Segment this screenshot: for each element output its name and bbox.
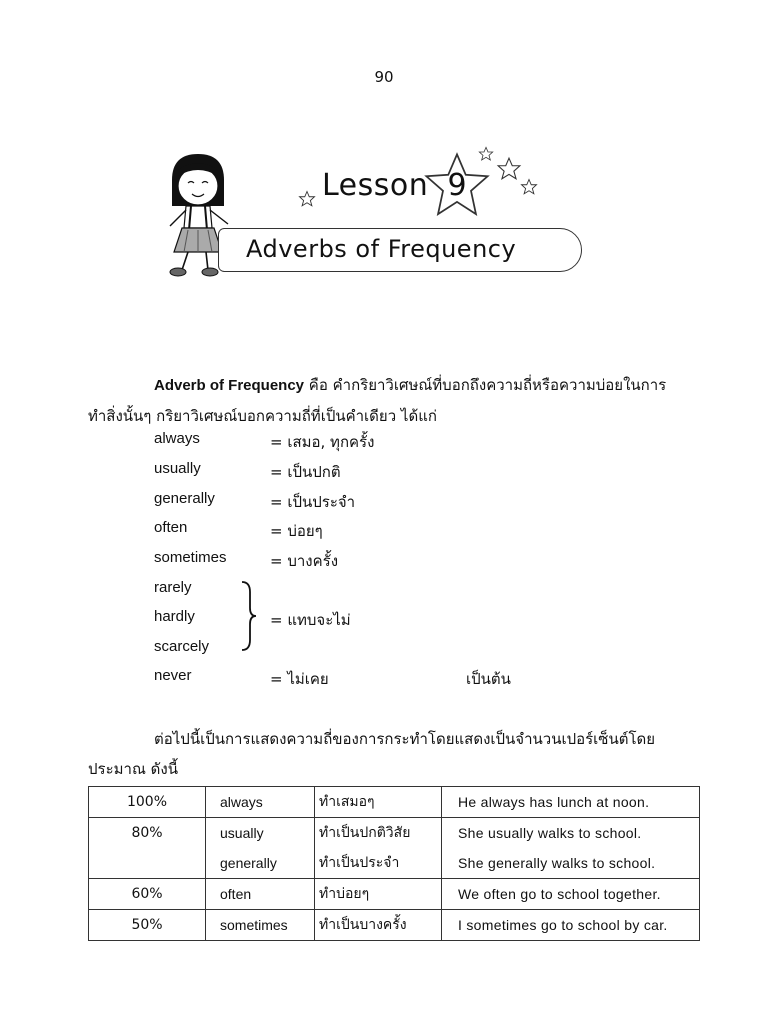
intro-line2: ทำสิ่งนั้นๆ กริยาวิเศษณ์บอกความถี่ที่เป็นคำเดียว ได้แก่ [88,407,437,425]
table-row [89,787,700,818]
percent-cell: 80% [131,825,163,841]
vocab-meaning: = บ่อยๆ [270,522,323,540]
thai-meaning-cell: ทำเสมอๆ [319,794,375,810]
thai-meaning-cell: ทำบ่อยๆ [319,886,370,902]
frequency-line1: ต่อไปนี้เป็นการแสดงความถี่ของการกระทำโดยแสดงเป็นจำนวนเปอร์เซ็นต์โดย [154,730,656,748]
adverb-cell: sometimes [220,917,288,933]
intro-term: Adverb of Frequency [154,377,305,394]
page-title: Adverbs of Frequency [246,235,517,263]
adverb-cell: usually [220,825,264,841]
star-icon [478,146,494,162]
intro-paragraph [88,370,708,431]
frequency-table [88,786,700,941]
vocab-word: usually [154,460,201,477]
vocab-etc: เป็นต้น [466,670,511,688]
vocab-word: rarely [154,579,192,596]
vocab-meaning: = เป็นประจำ [270,493,356,511]
percent-cell: 60% [131,886,163,902]
vocab-meaning: = เสมอ, ทุกครั้ง [270,433,375,451]
example-cell: She generally walks to school. [458,855,656,871]
vocab-word: hardly [154,608,195,625]
table-row [89,879,700,910]
page-number: 90 [374,68,394,86]
frequency-paragraph [88,724,708,784]
percent-cell: 50% [131,917,163,933]
vocab-meaning: = ไม่เคย [270,670,329,688]
example-cell: I sometimes go to school by car. [458,917,668,933]
table-row [89,910,700,941]
vocab-meaning: = เป็นปกติ [270,463,341,481]
brace-icon [236,580,258,652]
thai-meaning-cell: ทำเป็นปกติวิสัย [319,825,411,841]
lesson-label: Lesson [322,168,429,203]
thai-meaning-cell: ทำเป็นประจำ [319,855,400,871]
vocab-word: scarcely [154,638,210,655]
thai-meaning-cell: ทำเป็นบางครั้ง [319,917,407,933]
table-row [89,818,700,879]
intro-line1: คือ คำกริยาวิเศษณ์ที่บอกถึงความถี่หรือความบ่อยในการ [304,376,667,394]
example-cell: She usually walks to school. [458,825,642,841]
vocab-word: generally [154,490,215,507]
adverb-cell: often [220,886,252,902]
vocab-word: often [154,519,188,536]
vocab-meaning: = แทบจะไม่ [270,611,351,629]
adverb-cell: generally [220,855,277,871]
vocab-word: sometimes [154,549,227,566]
star-icon [520,178,538,196]
percent-cell: 100% [126,794,168,810]
example-cell: He always has lunch at noon. [458,794,650,810]
star-icon [496,156,522,182]
adverb-cell: always [220,794,263,810]
star-icon [298,190,316,208]
vocab-word: never [154,667,192,684]
vocab-meaning: = บางครั้ง [270,552,339,570]
vocab-word: always [154,430,200,447]
lesson-number: 9 [447,168,467,203]
example-cell: We often go to school together. [458,886,661,902]
frequency-line2: ประมาณ ดังนี้ [88,760,178,778]
